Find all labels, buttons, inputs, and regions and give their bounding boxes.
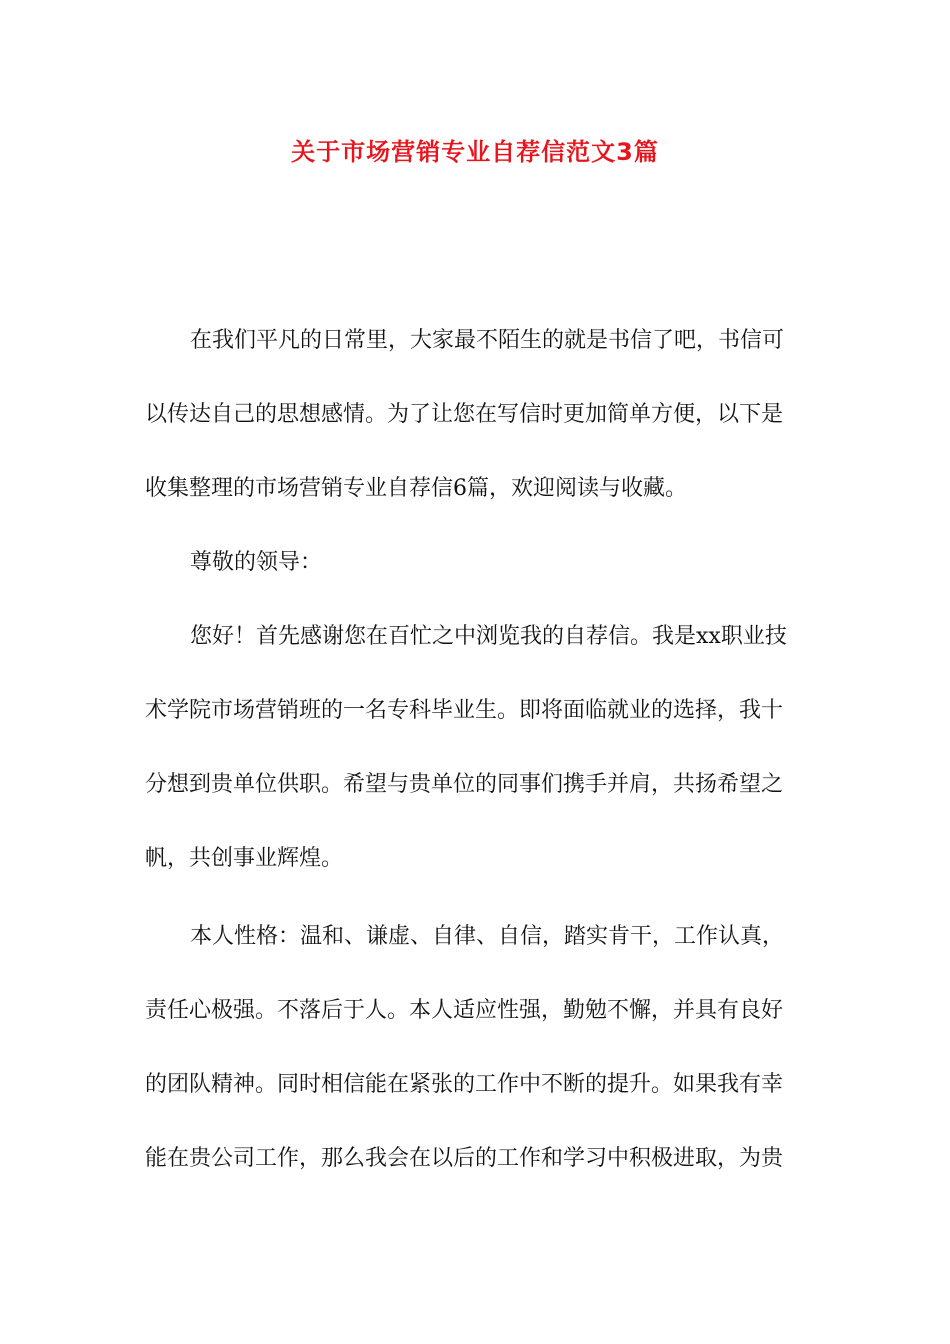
paragraph-line: 收集整理的市场营销专业自荐信6篇，欢迎阅读与收藏。 [145, 476, 687, 501]
paragraph-line: 能在贵公司工作，那么我会在以后的工作和学习中积极进取，为贵 [145, 1146, 784, 1171]
paragraph-line: 在我们平凡的日常里，大家最不陌生的就是书信了吧，书信可 [190, 328, 785, 353]
paragraph-line: 的团队精神。同时相信能在紧张的工作中不断的提升。如果我有幸 [145, 1072, 784, 1097]
paragraph-line: 术学院市场营销班的一名专科毕业生。即将面临就业的选择，我十 [145, 698, 784, 723]
paragraph-line: 责任心极强。不落后于人。本人适应性强，勤勉不懈，并具有良好 [145, 998, 784, 1023]
paragraph-line: 帆，共创事业辉煌。 [145, 846, 344, 871]
paragraph-line: 您好！首先感谢您在百忙之中浏览我的自荐信。我是xx职业技 [190, 624, 787, 649]
salutation-line: 尊敬的领导： [190, 550, 323, 575]
document-title: 关于市场营销专业自荐信范文3篇 [291, 138, 659, 166]
paragraph-line: 分想到贵单位供职。希望与贵单位的同事们携手并肩，共扬希望之 [145, 772, 784, 797]
paragraph-line: 本人性格：温和、谦虚、自律、自信，踏实肯干，工作认真， [190, 924, 785, 949]
paragraph-line: 以传达自己的思想感情。为了让您在写信时更加简单方便，以下是 [145, 402, 784, 427]
